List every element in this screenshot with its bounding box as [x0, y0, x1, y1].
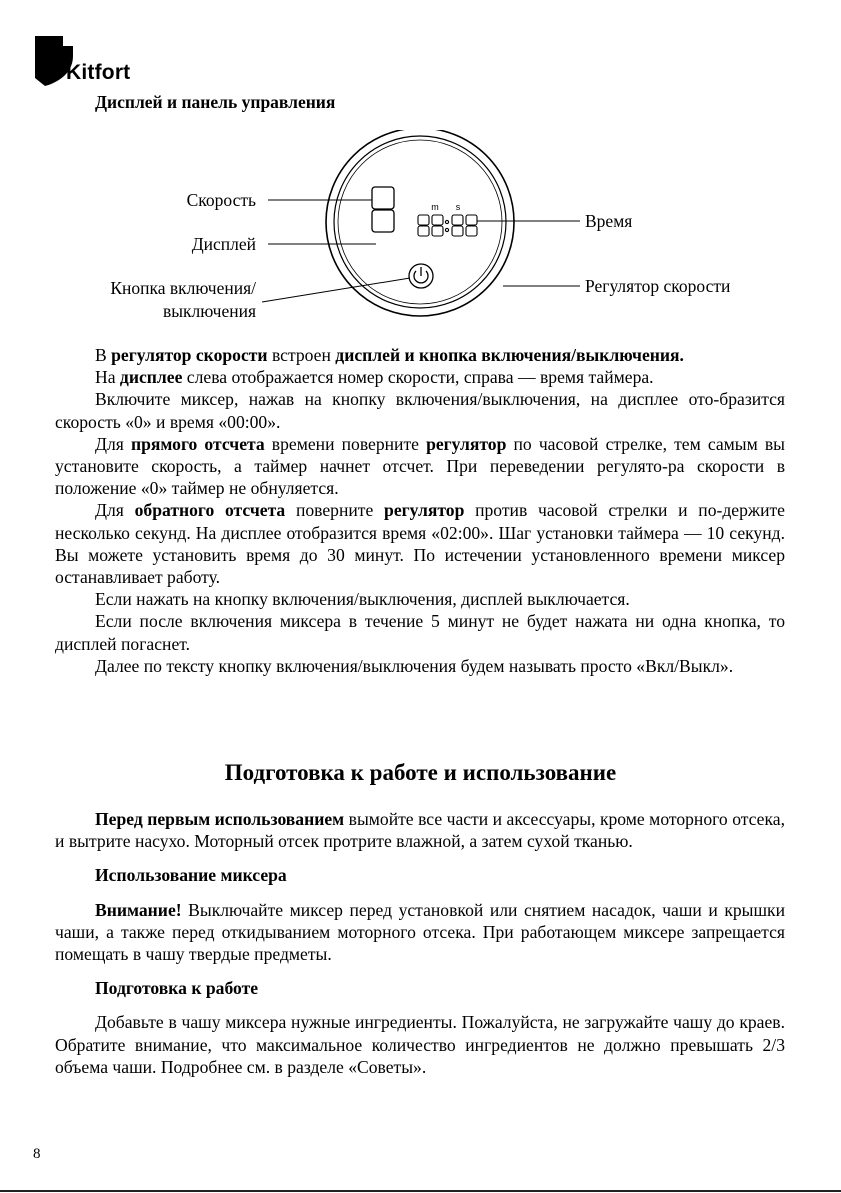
paragraph: Если нажать на кнопку включения/выключения, дисплей выключается.	[95, 589, 630, 610]
brand-name: Kitfort	[66, 61, 131, 84]
subheading: Использование миксера	[95, 865, 287, 886]
section-heading: Подготовка к работе и использование	[224, 760, 617, 785]
paragraph: Для обратного отсчета поверните регулятор против часовой стрелки и по-держите несколько секунд. На дисплее отобразится время «02:00». Шаг установки таймера — 10 секунд. Вы можете установить время до 30 минут. По истечении установленного времени миксер останавливает работу.	[55, 500, 785, 588]
power-icon[interactable]	[409, 264, 433, 288]
paragraph: Если после включения миксера в течение 5 минут не будет нажата ни одна кнопка, то дисплей погаснет.	[55, 611, 785, 654]
display-description	[55, 344, 785, 677]
seconds-indicator: s	[455, 202, 461, 212]
page-number: 8	[33, 1146, 41, 1162]
paragraph: На дисплее слева отображается номер скорости, справа — время таймера.	[95, 367, 654, 388]
label-time: Время	[585, 211, 633, 231]
paragraph: Добавьте в чашу миксера нужные ингредиенты. Пожалуйста, не загружайте чашу до краев. Обратите внимание, что максимальное количество ингредиентов не должно превышать 2/3 объема чаши. Подробнее см. в разделе «Советы».	[55, 1012, 785, 1077]
paragraph: Внимание! Выключайте миксер перед установкой или снятием насадок, чаши и крышки чаши, а также перед откидыванием моторного отсека. При работающем миксере запрещается помещать в чашу твердые предметы.	[55, 899, 785, 965]
section-title: Дисплей и панель управления	[95, 92, 336, 112]
minutes-indicator: m	[431, 202, 439, 212]
subheading: Подготовка к работе	[95, 978, 259, 999]
time-digit-display	[418, 215, 477, 236]
paragraph: В регулятор скорости встроен дисплей и кнопка включения/выключения.	[95, 345, 684, 365]
label-power-button-line2: выключения	[162, 301, 256, 321]
paragraph: Перед первым использованием вымойте все части и аксессуары, кроме моторного отсека, и вытрите насухо. Моторный отсек протрите влажной, а затем сухой тканью.	[55, 809, 785, 852]
label-power-button-line1: Кнопка включения/	[110, 278, 256, 298]
control-panel-diagram	[0, 130, 841, 350]
label-speed-regulator: Регулятор скорости	[585, 276, 731, 296]
page-bottom-rule	[0, 1190, 841, 1192]
preparation-section	[55, 808, 785, 1078]
label-speed: Скорость	[186, 190, 256, 210]
paragraph: Далее по тексту кнопку включения/выключения будем называть просто «Вкл/Выкл».	[95, 655, 734, 676]
speed-digit-display	[372, 187, 394, 232]
paragraph: Для прямого отсчета времени поверните регулятор по часовой стрелке, тем самым вы установите скорость, а таймер начнет отсчет. При переведении регулято-ра скорости в положение «0» таймер не обнуляется.	[55, 433, 785, 499]
label-display: Дисплей	[191, 234, 256, 254]
paragraph: Включите миксер, нажав на кнопку включения/выключения, на дисплее ото-бразится скорость «0» и время «00:00».	[55, 389, 785, 432]
